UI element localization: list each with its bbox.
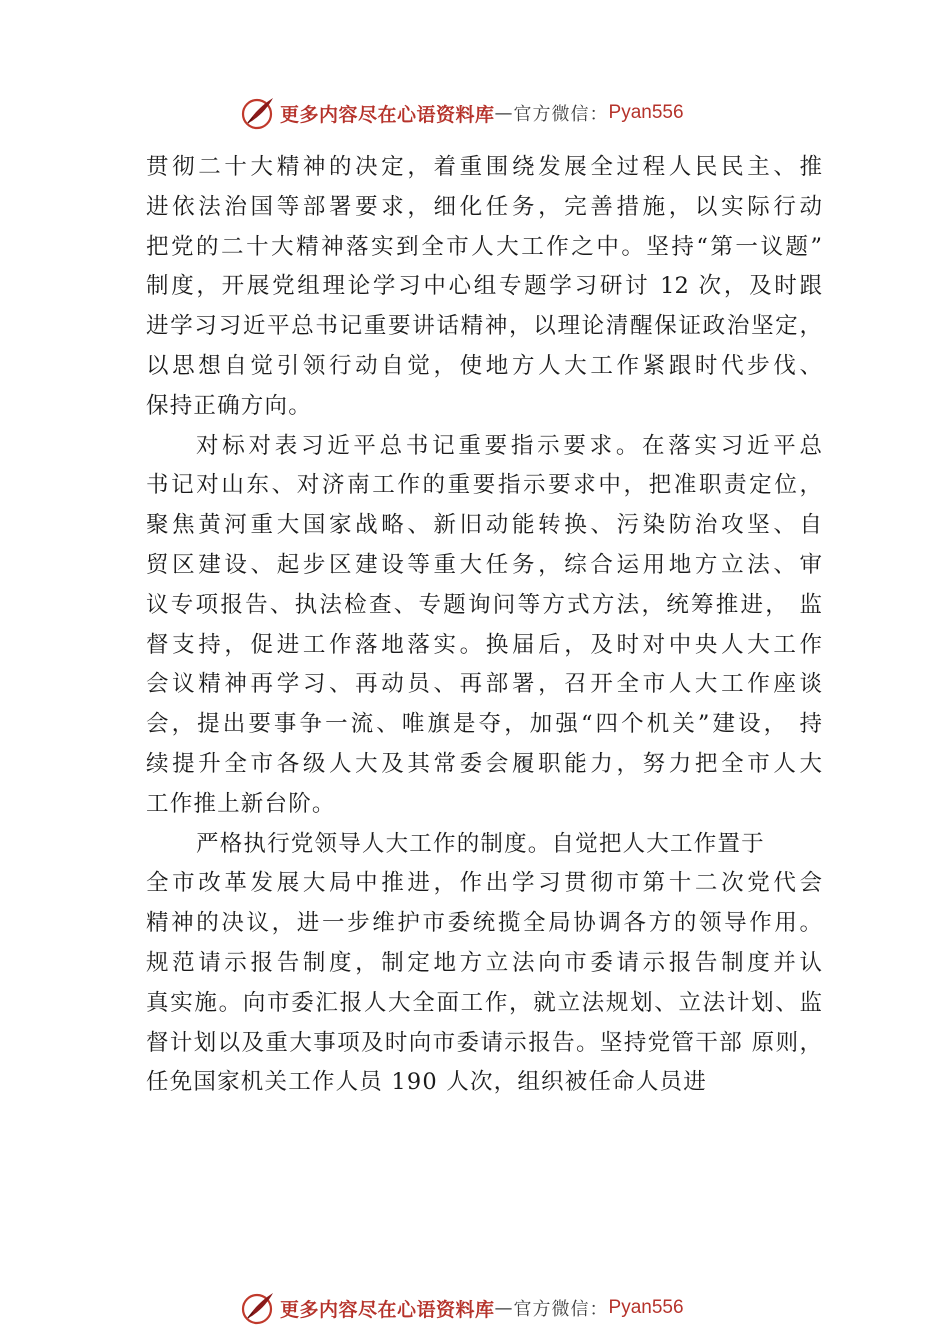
text-line: 真实施。向市委汇报人大全面工作，就立法规划、立法计划、监	[146, 989, 822, 1016]
text-line: 全市改革发展大局中推进，作出学习贯彻市第十二次党代会	[146, 870, 822, 897]
site-name: 更多内容尽在心语资料库	[280, 103, 495, 126]
paragraph-start-line: 严格执行党领导人大工作的制度。自觉把人大工作置于	[196, 830, 765, 857]
quill-logo-icon	[240, 95, 276, 131]
text-line: 贯彻二十大精神的决定，着重围绕发展全过程人民民主、推	[146, 154, 822, 180]
text-line: 工作推上新台阶。	[146, 790, 336, 817]
text-line: 规范请示报告制度，制定地方立法向市委请示报告制度并认	[146, 949, 822, 976]
text-line: 书记对山东、对济南工作的重要指示要求中，把准职责定位，	[146, 472, 822, 499]
text-line: 保持正确方向。	[146, 392, 312, 419]
text-line: 把党的二十大精神落实到全市人大工作之中。坚持“第一议题”	[146, 233, 822, 260]
text-line: 精神的决议，进一步维护市委统揽全局协调各方的领导作用。	[146, 910, 822, 937]
wechat-label: 官方微信：	[513, 104, 609, 125]
text-line: 以思想自觉引领行动自觉，使地方人大工作紧跟时代步伐、	[146, 352, 822, 379]
text-line: 督计划以及重大事项及时向市委请示报告。坚持党管干部 原则，	[146, 1029, 822, 1056]
text-line: 进学习习近平总书记重要讲话精神，以理论清醒保证政治坚定，	[146, 313, 822, 340]
wechat-id: Pyan556	[608, 102, 684, 123]
text-line: 会，提出要事争一流、唯旗是夺，加强“四个机关”建设， 持	[146, 711, 822, 738]
text-line: 聚焦黄河重大国家战略、新旧动能转换、污染防治攻坚、自	[146, 512, 822, 539]
wechat-id: Pyan556	[608, 1297, 684, 1318]
paragraph-start-line: 对标对表习近平总书记重要指示要求。在落实习近平总	[196, 432, 822, 459]
footer-banner	[240, 1288, 684, 1328]
text-line: 进依法治国等部署要求，细化任务，完善措施，以实际行动	[146, 193, 822, 220]
text-line: 续提升全市各级人大及其常委会履职能力，努力把全市人大	[146, 750, 822, 777]
site-name: 更多内容尽在心语资料库	[280, 1298, 495, 1321]
header-banner	[240, 93, 684, 133]
text-line: 制度，开展党组理论学习中心组专题学习研讨 12 次，及时跟	[146, 273, 822, 300]
text-line: 任免国家机关工作人员 190 人次，组织被任命人员进	[146, 1069, 707, 1096]
document-body	[146, 148, 822, 1103]
quill-logo-icon	[240, 1290, 276, 1326]
banner-dash: —	[494, 1297, 514, 1319]
text-line: 贸区建设、起步区建设等重大任务，综合运用地方立法、审	[146, 551, 822, 578]
text-line: 会议精神再学习、再动员、再部署，召开全市人大工作座谈	[146, 671, 822, 698]
wechat-label: 官方微信：	[513, 1299, 609, 1320]
text-line: 督支持，促进工作落地落实。换届后，及时对中央人大工作	[146, 631, 822, 658]
banner-dash: —	[494, 102, 514, 124]
text-line: 议专项报告、执法检查、专题询问等方式方法，统筹推进， 监	[146, 591, 822, 618]
